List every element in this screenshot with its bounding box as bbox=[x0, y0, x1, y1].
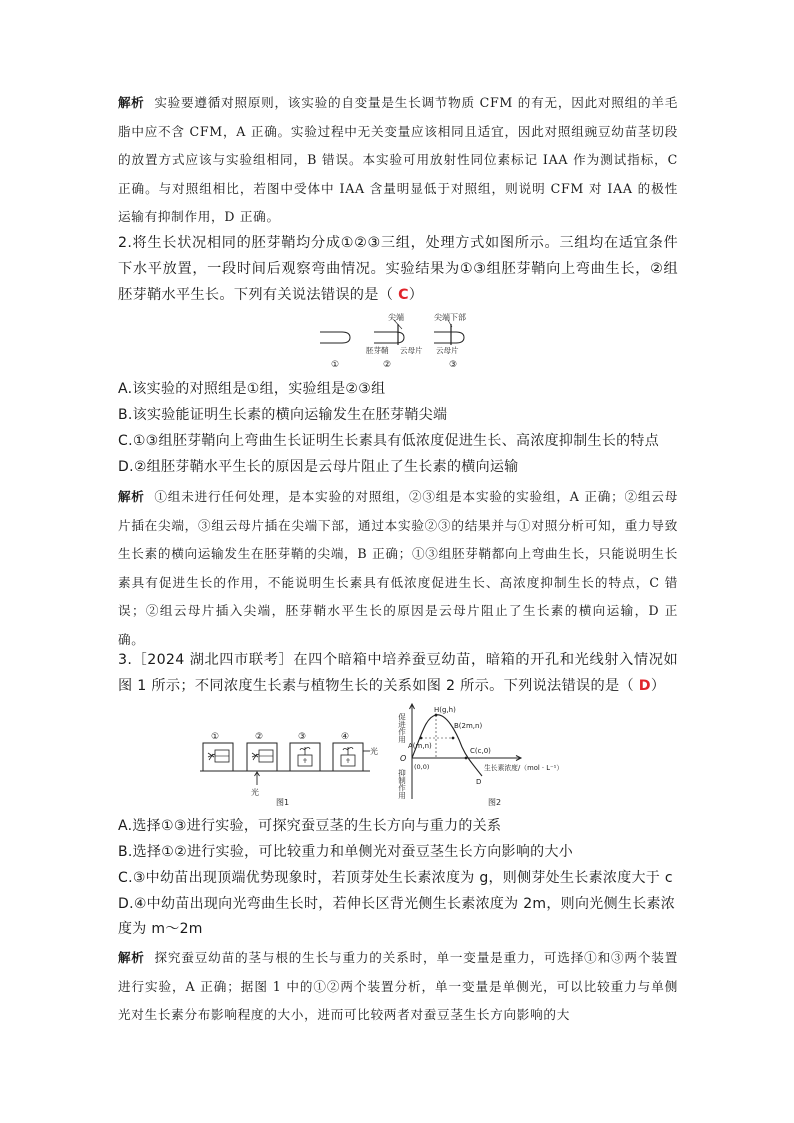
box-number-2: ② bbox=[255, 732, 264, 742]
question-2-stem bbox=[118, 230, 678, 308]
point-a bbox=[420, 737, 423, 740]
dark-box-3 bbox=[290, 732, 320, 771]
option-a: A.该实验的对照组是①组，实验组是②③组 bbox=[118, 381, 386, 397]
group-number-3: ③ bbox=[449, 360, 458, 370]
explanation-text: 实验要遵循对照原则，该实验的自变量是生长调节物质 CFM 的有无，因此对照组的羊毛脂中应不含 CFM，A 正确。实验过程中无关变量应该相同且适宜，因此对照组豌豆幼苗茎切段的放置方式应该与实验组相同，B 错误。本实验可用放射性同位素标记 IAA 作为测试指标，C 正确。与对照组相比，若图中受体中 IAA 含量明显低于对照组，则说明 CFM 对 IAA 的极性运输有抑制作用，D 正确。 bbox=[118, 95, 679, 225]
light-label-right: 光 bbox=[370, 747, 378, 756]
explanation-text: ①组未进行任何处理，是本实验的对照组，②③组是本实验的实验组，A 正确；②组云母片插在尖端，③组云母片插在尖端下部，通过本实验②③的结果并与①对照分析可知，重力导致生长素的横向运输发生在胚芽鞘的尖端，B 正确；①③组胚芽鞘都向上弯曲生长，只能说明生长素具有促进生长的作用，不能说明生长素具有低浓度促进生长、高浓度抑制生长的特点，C 错误；②组云母片插入尖端，胚芽鞘水平生长的原因是云母片阻止了生长素的横向运输，D 正确。 bbox=[118, 489, 679, 647]
label-mica-1: 云母片 bbox=[400, 346, 423, 355]
figure-2-auxin-curve bbox=[392, 703, 598, 811]
question-text-end: ） bbox=[650, 678, 666, 694]
origin-label: O bbox=[400, 754, 407, 763]
origin-point-label: (0,0) bbox=[414, 763, 430, 771]
explanation-label: 解析 bbox=[118, 489, 145, 504]
dark-box-1 bbox=[203, 732, 233, 771]
answer-letter: D bbox=[638, 678, 651, 694]
explanation-2 bbox=[118, 483, 678, 655]
option-c: C.①③组胚芽鞘向上弯曲生长证明生长素具有低浓度促进生长、高浓度抑制生长的特点 bbox=[118, 433, 660, 449]
option-d: D.④中幼苗出现向光弯曲生长时，若伸长区背光侧生长素浓度为 2m，则向光侧生长素浓度为 m～2m bbox=[118, 896, 676, 937]
option-d: D.②组胚芽鞘水平生长的原因是云母片阻止了生长素的横向运输 bbox=[118, 459, 519, 475]
box-number-3: ③ bbox=[298, 732, 307, 742]
explanation-1 bbox=[118, 89, 678, 232]
group-number-2: ② bbox=[383, 360, 392, 370]
x-axis-label: 生长素浓度/（mol · L⁻¹） bbox=[484, 764, 564, 772]
box-number-4: ④ bbox=[341, 732, 350, 742]
point-h bbox=[435, 714, 438, 717]
explanation-3 bbox=[118, 944, 678, 1030]
label-point-b: B(2m,n) bbox=[454, 722, 483, 730]
group-number-1: ① bbox=[331, 360, 340, 370]
coleoptile-figure bbox=[316, 312, 482, 370]
explanation-label: 解析 bbox=[118, 95, 145, 110]
figure-1-dark-boxes bbox=[200, 727, 380, 809]
option-c: C.③中幼苗出现顶端优势现象时，若顶芽处生长素浓度为 g，则侧芽处生长素浓度大于 c bbox=[118, 870, 673, 886]
label-point-c: C(c,0) bbox=[470, 747, 491, 755]
light-label-bottom: 光 bbox=[251, 788, 259, 797]
y-label-inhibit: 抑制作用 bbox=[397, 769, 407, 799]
label-point-h: H(g,h) bbox=[434, 706, 456, 714]
coleoptile-2 bbox=[374, 324, 404, 345]
figure-2-caption: 图2 bbox=[488, 798, 502, 807]
coleoptile-3 bbox=[434, 324, 464, 345]
answer-letter: C bbox=[398, 287, 409, 303]
question-3-stem bbox=[118, 647, 678, 699]
question-text: 3.［2024 湖北四市联考］在四个暗箱中培养蚕豆幼苗，暗箱的开孔和光线射入情况如图 1 所示；不同浓度生长素与植物生长的关系如图 2 所示。下列说法错误的是（ bbox=[118, 652, 678, 694]
option-b: B.该实验能证明生长素的横向运输发生在胚芽鞘尖端 bbox=[118, 407, 448, 423]
dark-box-4 bbox=[333, 732, 378, 771]
label-coleoptile: 胚芽鞘 bbox=[366, 346, 389, 355]
label-point-a: A(m,n) bbox=[408, 742, 432, 750]
option-a: A.选择①③进行实验，可探究蚕豆茎的生长方向与重力的关系 bbox=[118, 818, 502, 834]
question-text-end: ） bbox=[408, 287, 424, 303]
label-point-d: D bbox=[476, 778, 482, 786]
explanation-label: 解析 bbox=[118, 950, 145, 965]
box-number-1: ① bbox=[211, 732, 220, 742]
coleoptile-1 bbox=[320, 332, 350, 343]
y-label-promote: 促进作用 bbox=[397, 713, 407, 743]
label-tip: 尖端 bbox=[388, 313, 404, 322]
point-c bbox=[465, 757, 468, 760]
figure-1-caption: 图1 bbox=[276, 798, 290, 807]
point-b bbox=[452, 737, 455, 740]
explanation-text: 探究蚕豆幼苗的茎与根的生长与重力的关系时，单一变量是重力，可选择①和③两个装置进行实验，A 正确；据图 1 中的①②两个装置分析，单一变量是单侧光，可以比较重力与单侧光对生长素分布影响程度的大小，进而可比较两者对蚕豆茎生长方向影响的大 bbox=[118, 950, 679, 1023]
dark-box-2 bbox=[247, 732, 277, 797]
label-below-tip: 尖端下部 bbox=[434, 313, 466, 322]
question-text: 2.将生长状况相同的胚芽鞘均分成①②③三组，处理方式如图所示。三组均在适宜条件下水平放置，一段时间后观察弯曲情况。实验结果为①③组胚芽鞘向上弯曲生长，②组胚芽鞘水平生长。下列有关说法错误的是（ bbox=[118, 235, 678, 303]
option-b: B.选择①②进行实验，可比较重力和单侧光对蚕豆茎生长方向影响的大小 bbox=[118, 844, 574, 860]
label-mica-2: 云母片 bbox=[436, 346, 459, 355]
